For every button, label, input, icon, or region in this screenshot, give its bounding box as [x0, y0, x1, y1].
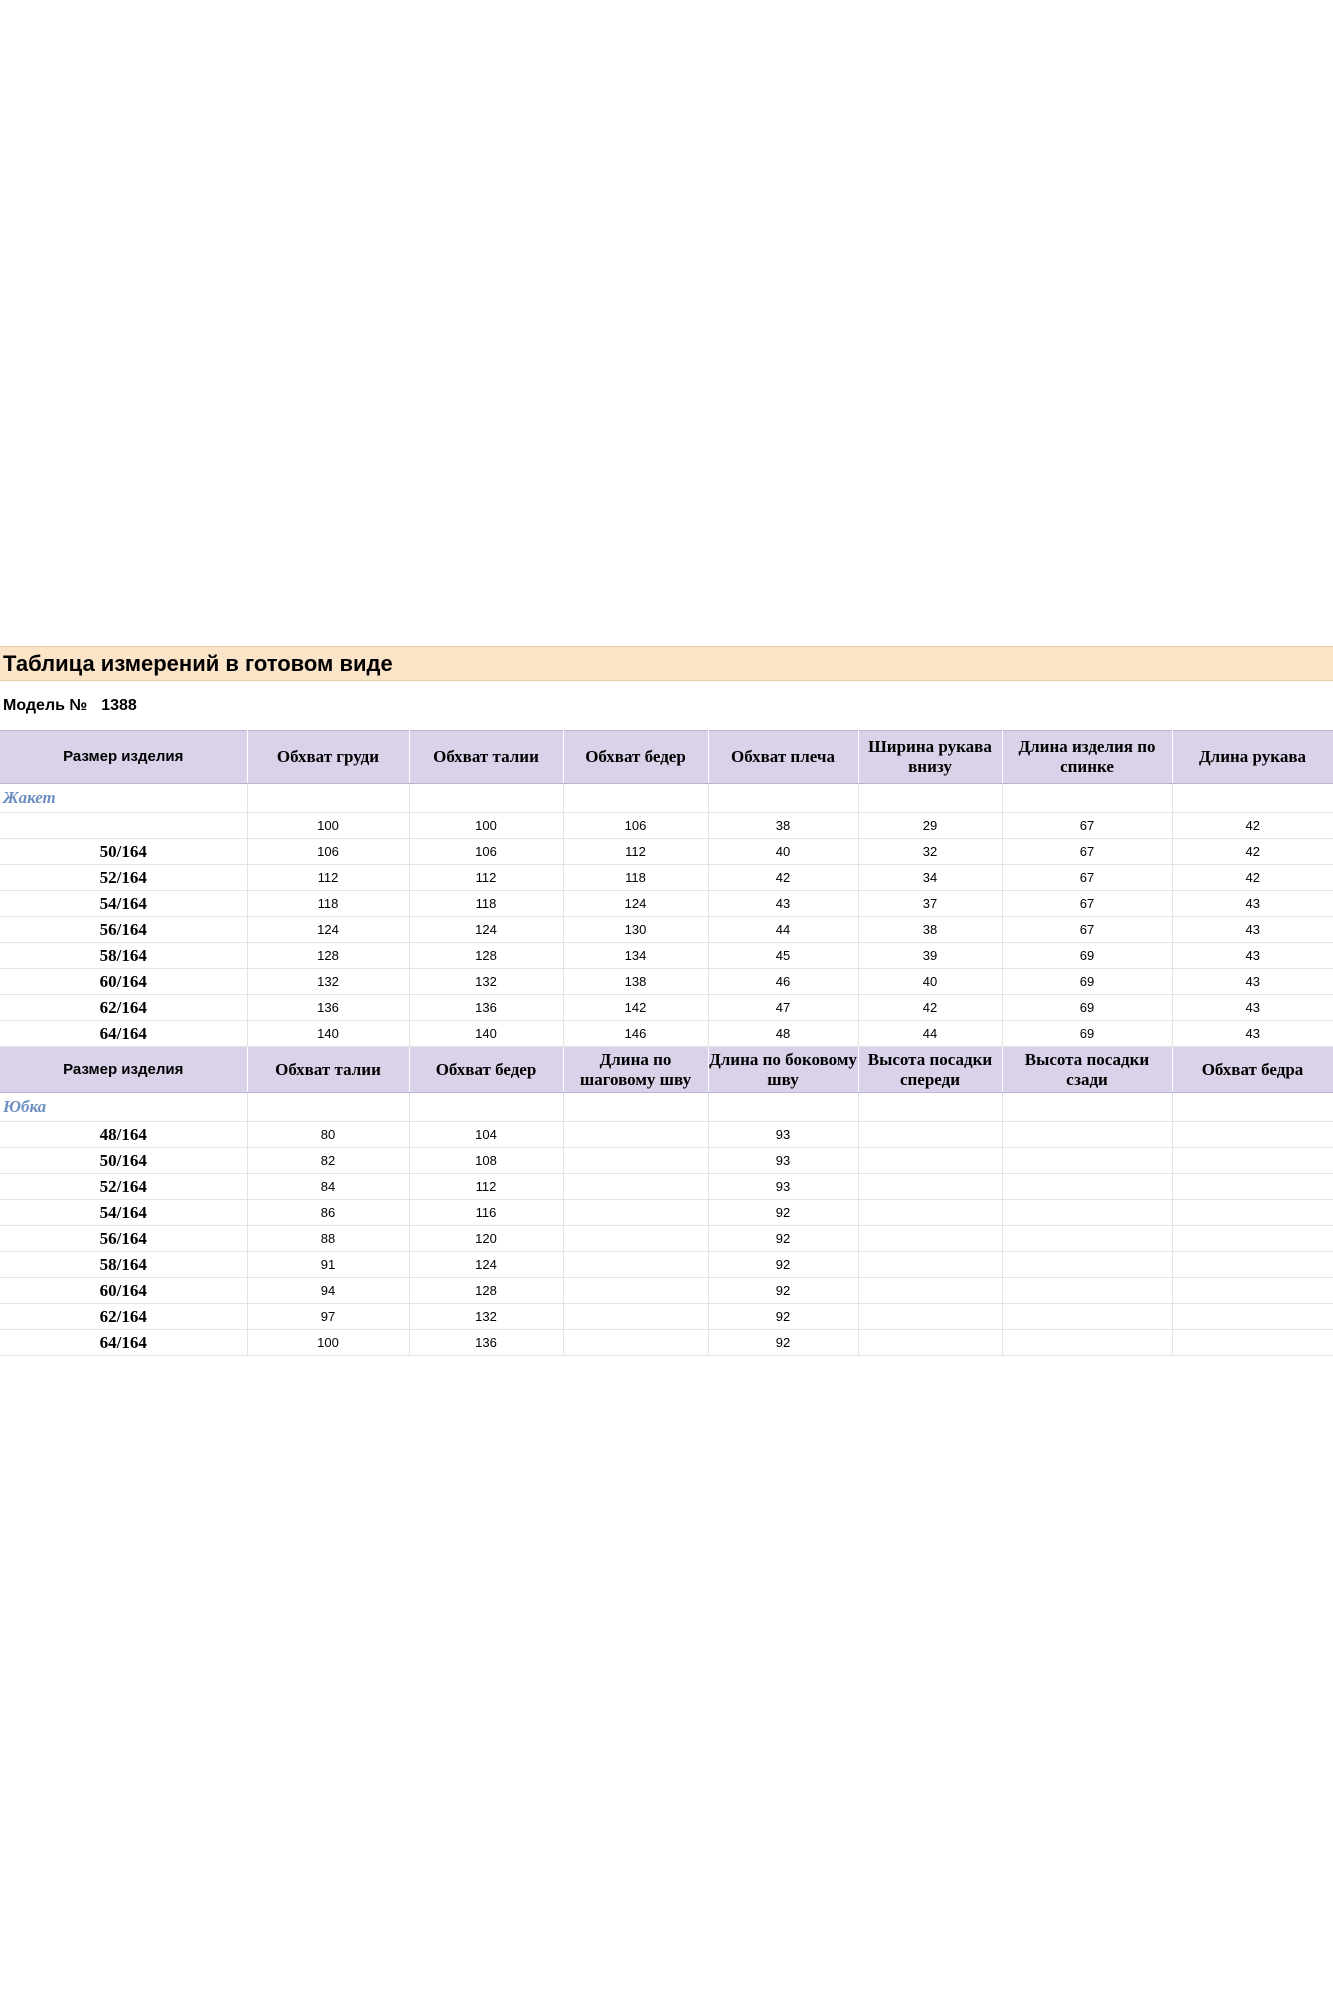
skirt-header-cell: Высота посадки спереди — [858, 1047, 1002, 1093]
skirt-value-cell — [1002, 1330, 1172, 1356]
skirt-value-cell — [563, 1278, 708, 1304]
jacket-table-row — [0, 1021, 1333, 1047]
jacket-header-cell: Обхват груди — [247, 731, 409, 784]
jacket-value-cell: 130 — [563, 917, 708, 943]
jacket-table-row — [0, 839, 1333, 865]
jacket-value-cell: 38 — [858, 917, 1002, 943]
jacket-value-cell: 42 — [1172, 813, 1333, 839]
jacket-value-cell: 128 — [409, 943, 563, 969]
jacket-size-cell: 50/164 — [0, 839, 247, 865]
jacket-value-cell: 69 — [1002, 995, 1172, 1021]
skirt-table-row — [0, 1122, 1333, 1148]
jacket-size-cell: 56/164 — [0, 917, 247, 943]
measurement-table-body — [0, 731, 1333, 1356]
model-row — [0, 681, 1333, 730]
skirt-value-cell: 84 — [247, 1174, 409, 1200]
empty-cell — [1002, 1093, 1172, 1122]
jacket-section-label: Жакет — [0, 784, 247, 813]
jacket-value-cell: 124 — [563, 891, 708, 917]
jacket-value-cell: 43 — [1172, 891, 1333, 917]
skirt-value-cell — [563, 1330, 708, 1356]
jacket-table-row — [0, 969, 1333, 995]
jacket-value-cell: 132 — [247, 969, 409, 995]
jacket-value-cell: 69 — [1002, 1021, 1172, 1047]
empty-cell — [409, 1093, 563, 1122]
skirt-header-cell: Обхват бедер — [409, 1047, 563, 1093]
jacket-value-cell: 67 — [1002, 813, 1172, 839]
skirt-value-cell: 116 — [409, 1200, 563, 1226]
empty-cell — [563, 1093, 708, 1122]
empty-cell — [1002, 784, 1172, 813]
skirt-value-cell — [1172, 1200, 1333, 1226]
jacket-value-cell: 124 — [409, 917, 563, 943]
jacket-value-cell: 138 — [563, 969, 708, 995]
skirt-table-row — [0, 1148, 1333, 1174]
jacket-size-cell: 58/164 — [0, 943, 247, 969]
empty-cell — [247, 1093, 409, 1122]
measurement-sheet — [0, 646, 1333, 1356]
skirt-value-cell: 93 — [708, 1122, 858, 1148]
jacket-value-cell: 140 — [247, 1021, 409, 1047]
jacket-value-cell: 44 — [708, 917, 858, 943]
jacket-value-cell: 69 — [1002, 969, 1172, 995]
skirt-value-cell — [1002, 1174, 1172, 1200]
skirt-value-cell: 100 — [247, 1330, 409, 1356]
jacket-value-cell: 118 — [247, 891, 409, 917]
empty-cell — [1172, 1093, 1333, 1122]
skirt-value-cell — [858, 1148, 1002, 1174]
jacket-value-cell: 34 — [858, 865, 1002, 891]
skirt-value-cell — [858, 1278, 1002, 1304]
jacket-value-cell: 118 — [563, 865, 708, 891]
skirt-size-cell: 54/164 — [0, 1200, 247, 1226]
jacket-table-row — [0, 865, 1333, 891]
skirt-value-cell: 108 — [409, 1148, 563, 1174]
jacket-value-cell: 48 — [708, 1021, 858, 1047]
jacket-value-cell: 100 — [409, 813, 563, 839]
skirt-table-row — [0, 1226, 1333, 1252]
skirt-value-cell: 97 — [247, 1304, 409, 1330]
jacket-value-cell: 106 — [247, 839, 409, 865]
jacket-header-cell: Длина изделия по спинке — [1002, 731, 1172, 784]
skirt-value-cell: 80 — [247, 1122, 409, 1148]
jacket-header-row — [0, 731, 1333, 784]
empty-cell — [563, 784, 708, 813]
jacket-value-cell: 42 — [708, 865, 858, 891]
skirt-value-cell: 92 — [708, 1304, 858, 1330]
jacket-value-cell: 46 — [708, 969, 858, 995]
skirt-value-cell — [1002, 1252, 1172, 1278]
skirt-value-cell: 112 — [409, 1174, 563, 1200]
skirt-header-cell: Высота посадки сзади — [1002, 1047, 1172, 1093]
jacket-value-cell: 32 — [858, 839, 1002, 865]
skirt-value-cell — [858, 1330, 1002, 1356]
jacket-value-cell: 106 — [563, 813, 708, 839]
jacket-value-cell: 67 — [1002, 891, 1172, 917]
jacket-table-row — [0, 917, 1333, 943]
jacket-value-cell: 40 — [708, 839, 858, 865]
skirt-value-cell: 92 — [708, 1226, 858, 1252]
jacket-table-row — [0, 891, 1333, 917]
skirt-value-cell — [858, 1252, 1002, 1278]
jacket-table-row — [0, 943, 1333, 969]
jacket-table-row — [0, 995, 1333, 1021]
skirt-header-cell: Обхват талии — [247, 1047, 409, 1093]
skirt-value-cell — [1002, 1148, 1172, 1174]
jacket-header-cell: Длина рукава — [1172, 731, 1333, 784]
skirt-value-cell — [858, 1122, 1002, 1148]
skirt-size-cell: 50/164 — [0, 1148, 247, 1174]
skirt-header-cell: Обхват бедра — [1172, 1047, 1333, 1093]
jacket-value-cell: 67 — [1002, 839, 1172, 865]
skirt-value-cell: 136 — [409, 1330, 563, 1356]
jacket-value-cell: 132 — [409, 969, 563, 995]
skirt-value-cell: 93 — [708, 1148, 858, 1174]
jacket-header-cell: Ширина рукава внизу — [858, 731, 1002, 784]
skirt-value-cell: 92 — [708, 1330, 858, 1356]
jacket-header-cell: Размер изделия — [0, 731, 247, 784]
jacket-value-cell: 39 — [858, 943, 1002, 969]
skirt-value-cell — [563, 1226, 708, 1252]
jacket-value-cell: 136 — [409, 995, 563, 1021]
skirt-value-cell: 132 — [409, 1304, 563, 1330]
jacket-size-cell: 54/164 — [0, 891, 247, 917]
skirt-header-cell: Длина по шаговому шву — [563, 1047, 708, 1093]
skirt-value-cell: 88 — [247, 1226, 409, 1252]
skirt-value-cell — [1172, 1304, 1333, 1330]
skirt-table-row — [0, 1252, 1333, 1278]
empty-cell — [409, 784, 563, 813]
jacket-section-row — [0, 784, 1333, 813]
skirt-value-cell: 94 — [247, 1278, 409, 1304]
jacket-value-cell: 29 — [858, 813, 1002, 839]
jacket-value-cell: 43 — [1172, 969, 1333, 995]
skirt-value-cell: 91 — [247, 1252, 409, 1278]
jacket-size-cell: 60/164 — [0, 969, 247, 995]
jacket-value-cell: 142 — [563, 995, 708, 1021]
skirt-size-cell: 60/164 — [0, 1278, 247, 1304]
skirt-value-cell — [563, 1122, 708, 1148]
jacket-value-cell: 43 — [1172, 917, 1333, 943]
skirt-size-cell: 62/164 — [0, 1304, 247, 1330]
jacket-value-cell: 43 — [708, 891, 858, 917]
jacket-value-cell: 112 — [563, 839, 708, 865]
skirt-value-cell — [1002, 1122, 1172, 1148]
skirt-value-cell — [563, 1148, 708, 1174]
jacket-value-cell: 128 — [247, 943, 409, 969]
skirt-value-cell — [1172, 1122, 1333, 1148]
skirt-value-cell — [1002, 1278, 1172, 1304]
jacket-value-cell: 112 — [409, 865, 563, 891]
jacket-value-cell: 100 — [247, 813, 409, 839]
skirt-value-cell — [1002, 1304, 1172, 1330]
jacket-value-cell: 45 — [708, 943, 858, 969]
jacket-value-cell: 136 — [247, 995, 409, 1021]
skirt-table-row — [0, 1278, 1333, 1304]
measurement-table — [0, 730, 1333, 1356]
jacket-header-cell: Обхват плеча — [708, 731, 858, 784]
jacket-value-cell: 47 — [708, 995, 858, 1021]
jacket-value-cell: 42 — [858, 995, 1002, 1021]
skirt-value-cell — [1172, 1330, 1333, 1356]
skirt-value-cell: 120 — [409, 1226, 563, 1252]
jacket-table-row — [0, 813, 1333, 839]
skirt-value-cell: 124 — [409, 1252, 563, 1278]
jacket-value-cell: 134 — [563, 943, 708, 969]
jacket-size-cell: 64/164 — [0, 1021, 247, 1047]
jacket-value-cell: 67 — [1002, 917, 1172, 943]
skirt-header-cell: Длина по боковому шву — [708, 1047, 858, 1093]
jacket-value-cell: 38 — [708, 813, 858, 839]
skirt-value-cell — [563, 1200, 708, 1226]
empty-cell — [858, 784, 1002, 813]
jacket-value-cell: 67 — [1002, 865, 1172, 891]
jacket-value-cell: 140 — [409, 1021, 563, 1047]
skirt-value-cell: 104 — [409, 1122, 563, 1148]
skirt-value-cell — [858, 1174, 1002, 1200]
jacket-value-cell: 43 — [1172, 943, 1333, 969]
skirt-value-cell: 82 — [247, 1148, 409, 1174]
skirt-value-cell: 92 — [708, 1200, 858, 1226]
model-number: 1388 — [101, 696, 137, 714]
jacket-value-cell: 124 — [247, 917, 409, 943]
skirt-table-row — [0, 1174, 1333, 1200]
skirt-value-cell: 128 — [409, 1278, 563, 1304]
skirt-size-cell: 56/164 — [0, 1226, 247, 1252]
skirt-value-cell — [1172, 1148, 1333, 1174]
skirt-value-cell — [563, 1304, 708, 1330]
skirt-value-cell: 93 — [708, 1174, 858, 1200]
skirt-value-cell — [1172, 1252, 1333, 1278]
empty-cell — [708, 784, 858, 813]
skirt-value-cell: 86 — [247, 1200, 409, 1226]
sheet-title-text: Таблица измерений в готовом виде — [3, 650, 393, 676]
skirt-table-row — [0, 1200, 1333, 1226]
jacket-size-cell: 62/164 — [0, 995, 247, 1021]
skirt-table-row — [0, 1304, 1333, 1330]
empty-cell — [708, 1093, 858, 1122]
jacket-value-cell: 43 — [1172, 1021, 1333, 1047]
empty-cell — [1172, 784, 1333, 813]
jacket-value-cell: 106 — [409, 839, 563, 865]
model-label: Модель № — [3, 696, 88, 714]
skirt-value-cell — [1002, 1200, 1172, 1226]
skirt-section-label: Юбка — [0, 1093, 247, 1122]
jacket-value-cell: 37 — [858, 891, 1002, 917]
skirt-value-cell — [1172, 1174, 1333, 1200]
jacket-value-cell: 40 — [858, 969, 1002, 995]
jacket-value-cell: 69 — [1002, 943, 1172, 969]
jacket-value-cell: 118 — [409, 891, 563, 917]
skirt-section-row — [0, 1093, 1333, 1122]
sheet-title — [0, 646, 1333, 681]
skirt-value-cell — [858, 1200, 1002, 1226]
skirt-value-cell — [1172, 1226, 1333, 1252]
skirt-table-row — [0, 1330, 1333, 1356]
jacket-value-cell: 42 — [1172, 839, 1333, 865]
jacket-value-cell: 43 — [1172, 995, 1333, 1021]
skirt-size-cell: 52/164 — [0, 1174, 247, 1200]
jacket-value-cell: 112 — [247, 865, 409, 891]
jacket-value-cell: 146 — [563, 1021, 708, 1047]
skirt-value-cell: 92 — [708, 1252, 858, 1278]
skirt-value-cell — [858, 1304, 1002, 1330]
jacket-header-cell: Обхват талии — [409, 731, 563, 784]
skirt-value-cell — [563, 1252, 708, 1278]
skirt-size-cell: 48/164 — [0, 1122, 247, 1148]
jacket-value-cell: 44 — [858, 1021, 1002, 1047]
empty-cell — [247, 784, 409, 813]
skirt-value-cell: 92 — [708, 1278, 858, 1304]
jacket-value-cell: 42 — [1172, 865, 1333, 891]
skirt-value-cell — [1002, 1226, 1172, 1252]
skirt-value-cell — [1172, 1278, 1333, 1304]
empty-cell — [858, 1093, 1002, 1122]
skirt-size-cell: 58/164 — [0, 1252, 247, 1278]
jacket-header-cell: Обхват бедер — [563, 731, 708, 784]
skirt-value-cell — [563, 1174, 708, 1200]
skirt-header-row — [0, 1047, 1333, 1093]
skirt-header-cell: Размер изделия — [0, 1047, 247, 1093]
jacket-size-cell: 52/164 — [0, 865, 247, 891]
skirt-value-cell — [858, 1226, 1002, 1252]
jacket-size-cell — [0, 813, 247, 839]
skirt-size-cell: 64/164 — [0, 1330, 247, 1356]
